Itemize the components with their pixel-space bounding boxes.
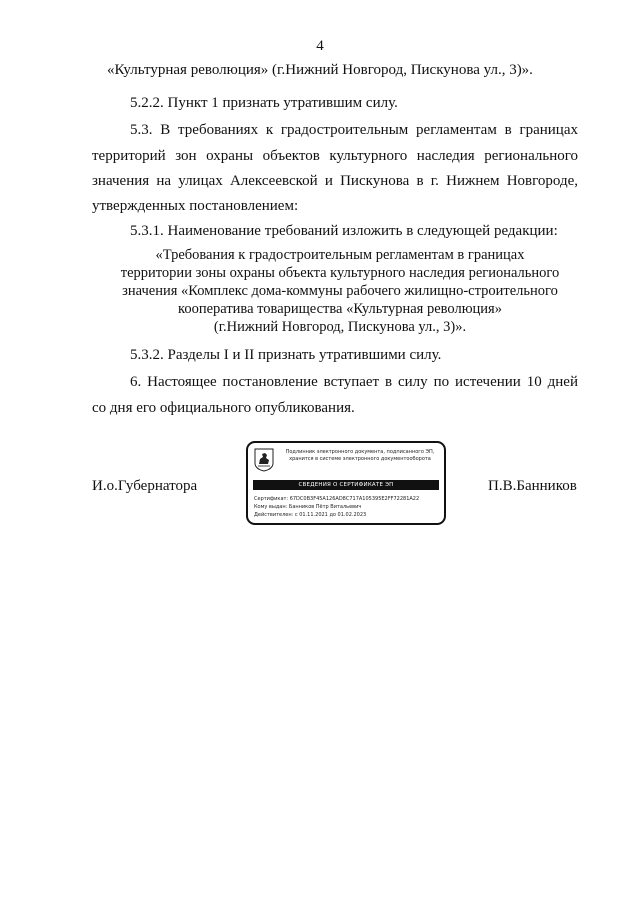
paragraph-5-3-line-2: территорий зон охраны объектов культурного наследия регионального [92, 148, 578, 164]
paragraph-6-line-2: со дня его официального опубликования. [92, 400, 355, 416]
paragraph-5-3-line-1: 5.3. В требованиях к градостроительным регламентам в границах [130, 122, 578, 138]
stamp-title-bar: СВЕДЕНИЯ О СЕРТИФИКАТЕ ЭП [253, 480, 439, 490]
coat-of-arms-icon [254, 448, 274, 472]
stamp-certificate: Сертификат: 67DC0B3F45A126AD8C717A105395E2FF72281A22 [254, 496, 420, 502]
page-number: 4 [316, 38, 324, 54]
stamp-validity: Действителен: с 01.11.2021 до 01.02.2023 [254, 512, 367, 518]
signatory-name: П.В.Банников [488, 478, 577, 494]
paragraph-5-2-2: 5.2.2. Пункт 1 признать утратившим силу. [130, 95, 398, 111]
stamp-header-line-1: Подлинник электронного документа, подписанного ЭП, [285, 449, 435, 455]
electronic-signature-stamp [246, 441, 446, 525]
paragraph-5-3-line-3: значения на улицах Алексеевской и Пискунова в г. Нижнем Новгороде, [92, 173, 578, 189]
quote-line-3: значения «Комплекс дома-коммуны рабочего жилищно-строительного [122, 283, 558, 299]
signatory-position: И.о.Губернатора [92, 478, 198, 494]
quote-line-5: (г.Нижний Новгород, Пискунова ул., 3)». [213, 319, 467, 335]
quote-line-4: кооператива товарищества «Культурная революция» [178, 301, 502, 317]
paragraph-5-3-1: 5.3.1. Наименование требований изложить в следующей редакции: [130, 223, 558, 239]
paragraph-5-3-line-4: утвержденных постановлением: [92, 198, 299, 214]
paragraph-6-line-1: 6. Настоящее постановление вступает в силу по истечении 10 дней [130, 374, 578, 390]
stamp-issued-to: Кому выдан: Банников Пётр Витальевич [254, 504, 362, 510]
paragraph-5-3-2: 5.3.2. Разделы I и II признать утратившими силу. [130, 347, 442, 363]
stamp-header-line-2: хранится в системе электронного документооборота [289, 456, 431, 462]
quote-line-2: территории зоны охраны объекта культурного наследия регионального [120, 265, 560, 281]
paragraph-continuation: «Культурная революция» (г.Нижний Новгород, Пискунова ул., 3)». [107, 62, 533, 78]
quote-line-1: «Требования к градостроительным регламентам в границах [155, 247, 525, 263]
stamp-header [278, 449, 442, 463]
